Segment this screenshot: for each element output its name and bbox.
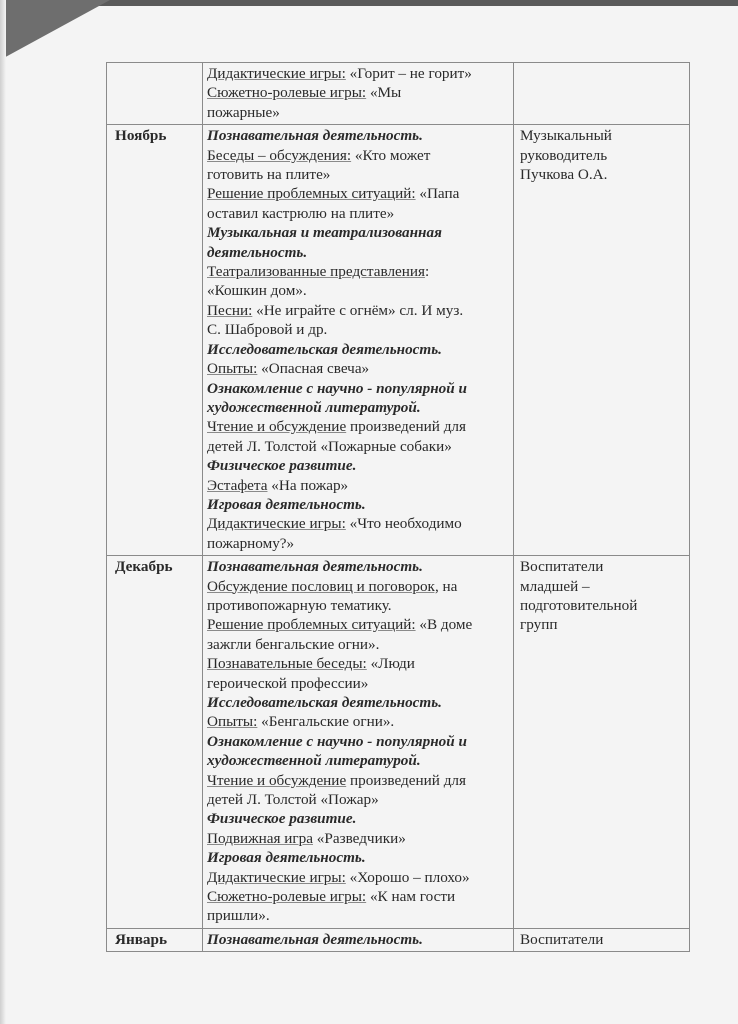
activity-text: : [425,263,430,281]
activity-line [207,577,510,596]
activity-line [207,103,510,122]
activity-line [207,848,510,867]
activity-line [207,906,510,925]
activity-line [207,359,510,378]
scan-edge-top [0,0,738,6]
activity-line [207,514,510,533]
activity-line [207,829,510,848]
activity-text: «Мы [366,84,402,102]
activity-type: Познавательные беседы: [207,655,367,673]
month-cell [107,63,203,125]
responsible-line: младшей – [520,577,590,595]
activity-line [207,495,510,514]
activity-text: «Кошкин дом». [207,282,307,300]
responsible-cell [514,556,690,929]
activity-text: «Разведчики» [313,829,406,847]
activity-type: Чтение и обсуждение [207,771,347,789]
activities-cell [203,556,514,929]
responsible-line: Пучкова О.А. [520,166,608,184]
section-heading: Познавательная деятельность. [207,127,423,145]
month-cell: Ноябрь [107,125,203,556]
activity-type: Опыты: [207,360,258,378]
activity-line [207,771,510,790]
section-heading: художественной литературой. [207,398,421,416]
activity-text: пожарные» [207,103,280,121]
activity-text: «Опасная свеча» [257,360,370,378]
activity-text: готовить на плите» [207,166,331,184]
activity-type: Подвижная игра [207,829,313,847]
activity-line [207,456,510,475]
activity-text: «Не играйте с огнём» сл. И муз. [252,301,464,319]
activity-type: Обсуждение пословиц и поговорок, [207,577,439,595]
scan-corner-fold [0,0,110,60]
activity-line [207,596,510,615]
responsible-line: руководитель [520,146,608,164]
activity-line [207,301,510,320]
activity-type: Песни: [207,301,253,319]
activity-line [207,243,510,262]
activities-cell [203,63,514,125]
activity-line [207,379,510,398]
activity-line [207,204,510,223]
section-heading: Познавательная деятельность. [207,558,423,576]
activity-text: «На пожар» [267,476,349,494]
section-heading: художественной литературой. [207,752,421,770]
activity-type: Сюжетно-ролевые игры: [207,84,367,102]
activity-line [207,262,510,281]
activity-line [207,751,510,770]
activity-text: пожарному?» [207,534,295,552]
activity-line [207,320,510,339]
responsible-line: Воспитатели [520,558,604,576]
section-heading: Физическое развитие. [207,810,357,828]
activity-line [207,165,510,184]
activity-type: Эстафета [207,476,268,494]
activity-line [207,83,510,102]
activity-text: «Горит – не горит» [345,65,472,82]
activity-line [207,281,510,300]
table-row [107,125,690,556]
activity-type: Сюжетно-ролевые игры: [207,888,367,906]
activity-line [207,635,510,654]
activity-line [207,868,510,887]
activity-text: противопожарную тематику. [207,596,392,614]
activity-text: детей Л. Толстой «Пожар» [207,791,379,809]
activity-type: Дидактические игры: [207,65,346,82]
activity-line [207,674,510,693]
section-heading: Ознакомление с научно - популярной и [207,732,467,750]
activity-type: Дидактические игры: [207,515,346,533]
section-heading: Исследовательская деятельность. [207,340,442,358]
activity-type: Беседы – обсуждения: [207,146,352,164]
activity-line [207,790,510,809]
table-row [107,928,690,951]
activity-line [207,126,510,145]
section-heading: Игровая деятельность. [207,495,366,513]
activity-text: С. Шабровой и др. [207,321,328,339]
activity-type: Опыты: [207,713,258,731]
activity-line [207,476,510,495]
activity-line [207,398,510,417]
plan-table-body [107,63,690,952]
activity-line [207,693,510,712]
activity-text: произведений для [346,418,466,436]
activity-type: Театрализованные представления [207,263,426,281]
section-heading: Познавательная деятельность. [207,930,423,948]
activity-line [207,887,510,906]
responsible-line: подготовительной [520,596,638,614]
section-heading: Игровая деятельность. [207,849,366,867]
activities-cell [203,928,514,951]
section-heading: деятельность. [207,243,308,261]
responsible-cell [514,928,690,951]
responsible-cell [514,125,690,556]
activity-text: зажгли бенгальские огни». [207,635,380,653]
activity-line [207,930,510,949]
activities-cell [203,125,514,556]
activity-type: Решение проблемных ситуаций: [207,185,416,203]
activity-line [207,417,510,436]
activity-text: детей Л. Толстой «Пожарные собаки» [207,437,452,455]
responsible-line: групп [520,616,558,634]
section-heading: Музыкальная и театрализованная [207,224,442,242]
activity-text: произведений для [346,771,466,789]
activity-line [207,732,510,751]
activity-text: «Бенгальские огни». [257,713,395,731]
table-row [107,556,690,929]
activity-text: пришли». [207,907,270,925]
activity-text: «Люди [366,655,415,673]
activity-line [207,557,510,576]
activity-line [207,712,510,731]
activity-text: «Что необходимо [345,515,462,533]
activity-text: оставил кастрюлю на плите» [207,204,395,222]
month-cell: Декабрь [107,556,203,929]
activity-line [207,64,510,83]
activity-type: Дидактические игры: [207,868,346,886]
section-heading: Исследовательская деятельность. [207,694,442,711]
activity-text: «В доме [415,616,473,634]
activity-text: «К нам гости [366,888,456,906]
activity-line [207,615,510,634]
scan-edge-left [0,0,6,1024]
activity-text: на [438,577,458,595]
activity-line [207,534,510,553]
activity-line [207,184,510,203]
table-row [107,63,690,125]
activity-line [207,654,510,673]
activity-plan-table [106,62,690,952]
activity-line [207,437,510,456]
activity-line [207,340,510,359]
activity-text: «Кто может [351,146,431,164]
activity-text: героической профессии» [207,674,369,692]
activity-line [207,809,510,828]
section-heading: Ознакомление с научно - популярной и [207,379,467,397]
activity-type: Чтение и обсуждение [207,418,347,436]
responsible-cell [514,63,690,125]
responsible-line: Музыкальный [520,127,612,145]
month-cell: Январь [107,928,203,951]
activity-text: «Папа [415,185,460,203]
section-heading: Физическое развитие. [207,457,357,475]
activity-line [207,146,510,165]
activity-line [207,223,510,242]
responsible-line: Воспитатели [520,930,604,948]
activity-type: Решение проблемных ситуаций: [207,616,416,634]
activity-text: «Хорошо – плохо» [345,868,470,886]
